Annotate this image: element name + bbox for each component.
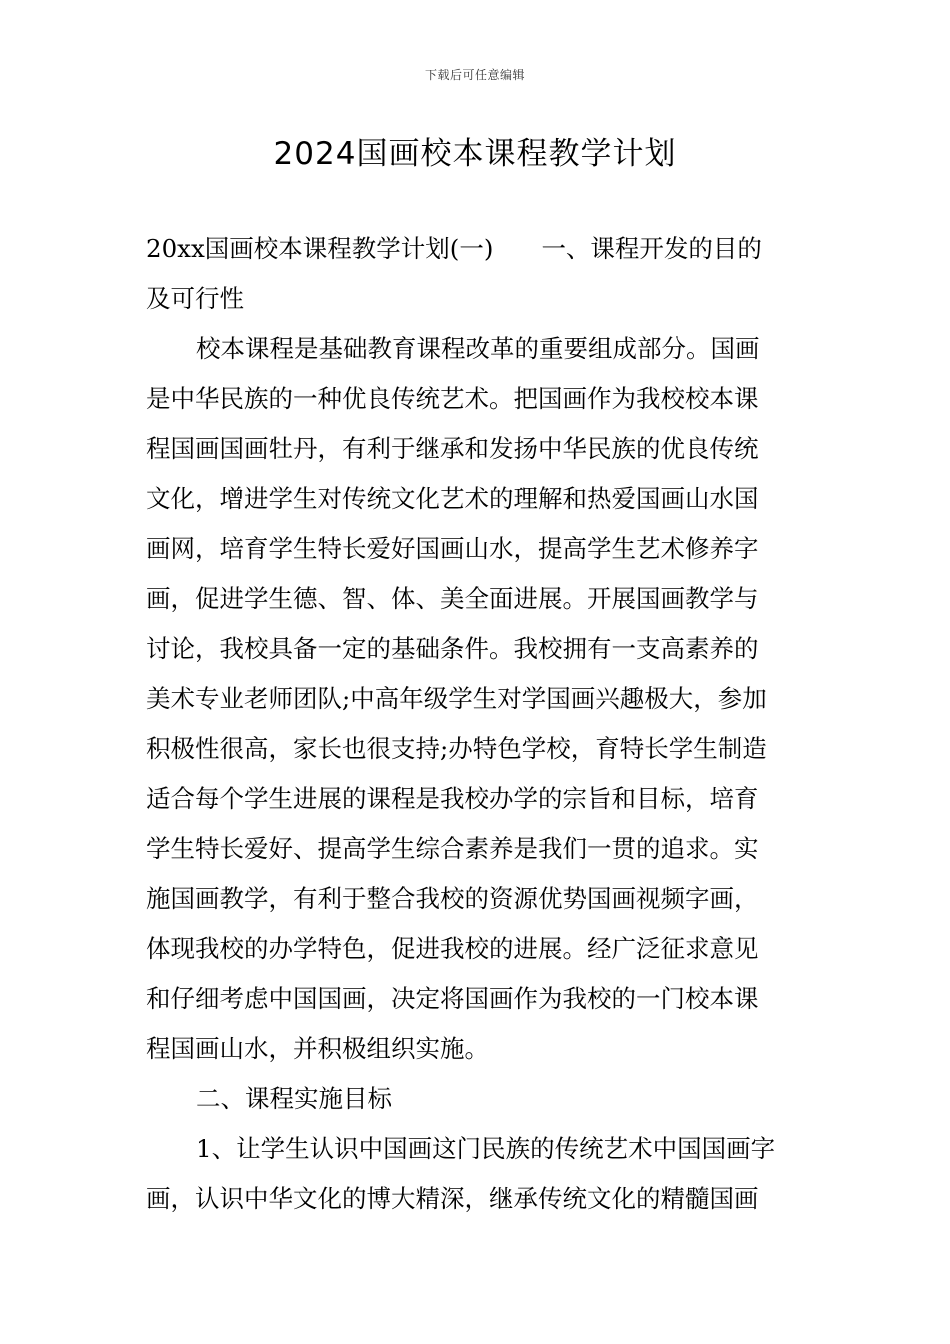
text-line: 程国画国画牡丹，有利于继承和发扬中华民族的优良传统 (146, 434, 759, 463)
section-heading-line (146, 224, 806, 274)
subtitle-right: 一、课程开发的目的 (541, 234, 762, 263)
text-line: 施国画教学，有利于整合我校的资源优势国画视频字画， (146, 884, 759, 913)
section-heading: 二、课程实施目标 (196, 1084, 392, 1113)
text-line: 是中华民族的一种优良传统艺术。把国画作为我校校本课 (146, 384, 759, 413)
text-line: 美术专业老师团队;中高年级学生对学国画兴趣极大，参加 (146, 684, 767, 713)
text-line: 画，认识中华文化的博大精深，继承传统文化的精髓国画 (146, 1184, 759, 1213)
text-line: 体现我校的办学特色，促进我校的进展。经广泛征求意见 (146, 934, 759, 963)
text-line: 及可行性 (146, 284, 244, 313)
document-title: 2024国画校本课程教学计划 (273, 136, 677, 172)
header-note: 下载后可任意编辑 (424, 68, 525, 82)
document-body (146, 224, 806, 1224)
text-line: 积极性很高，家长也很支持;办特色学校，育特长学生制造 (146, 734, 767, 763)
text-line: 讨论，我校具备一定的基础条件。我校拥有一支高素养的 (146, 634, 759, 663)
text-line: 文化，增进学生对传统文化艺术的理解和热爱国画山水国 (146, 484, 759, 513)
paragraph-first-line: 1、让学生认识中国画这门民族的传统艺术中国国画字 (196, 1134, 776, 1163)
text-line: 和仔细考虑中国国画，决定将国画作为我校的一门校本课 (146, 984, 759, 1013)
text-line: 画，促进学生德、智、体、美全面进展。开展国画教学与 (146, 584, 759, 613)
text-line: 程国画山水，并积极组织实施。 (146, 1034, 489, 1063)
text-line: 画网，培育学生特长爱好国画山水，提高学生艺术修养字 (146, 534, 759, 563)
text-line: 学生特长爱好、提高学生综合素养是我们一贯的追求。实 (146, 834, 759, 863)
subtitle-left: 20xx国画校本课程教学计划(一) (146, 234, 494, 263)
text-line: 适合每个学生进展的课程是我校办学的宗旨和目标，培育 (146, 784, 759, 813)
paragraph-first-line: 校本课程是基础教育课程改革的重要组成部分。国画 (196, 334, 760, 363)
